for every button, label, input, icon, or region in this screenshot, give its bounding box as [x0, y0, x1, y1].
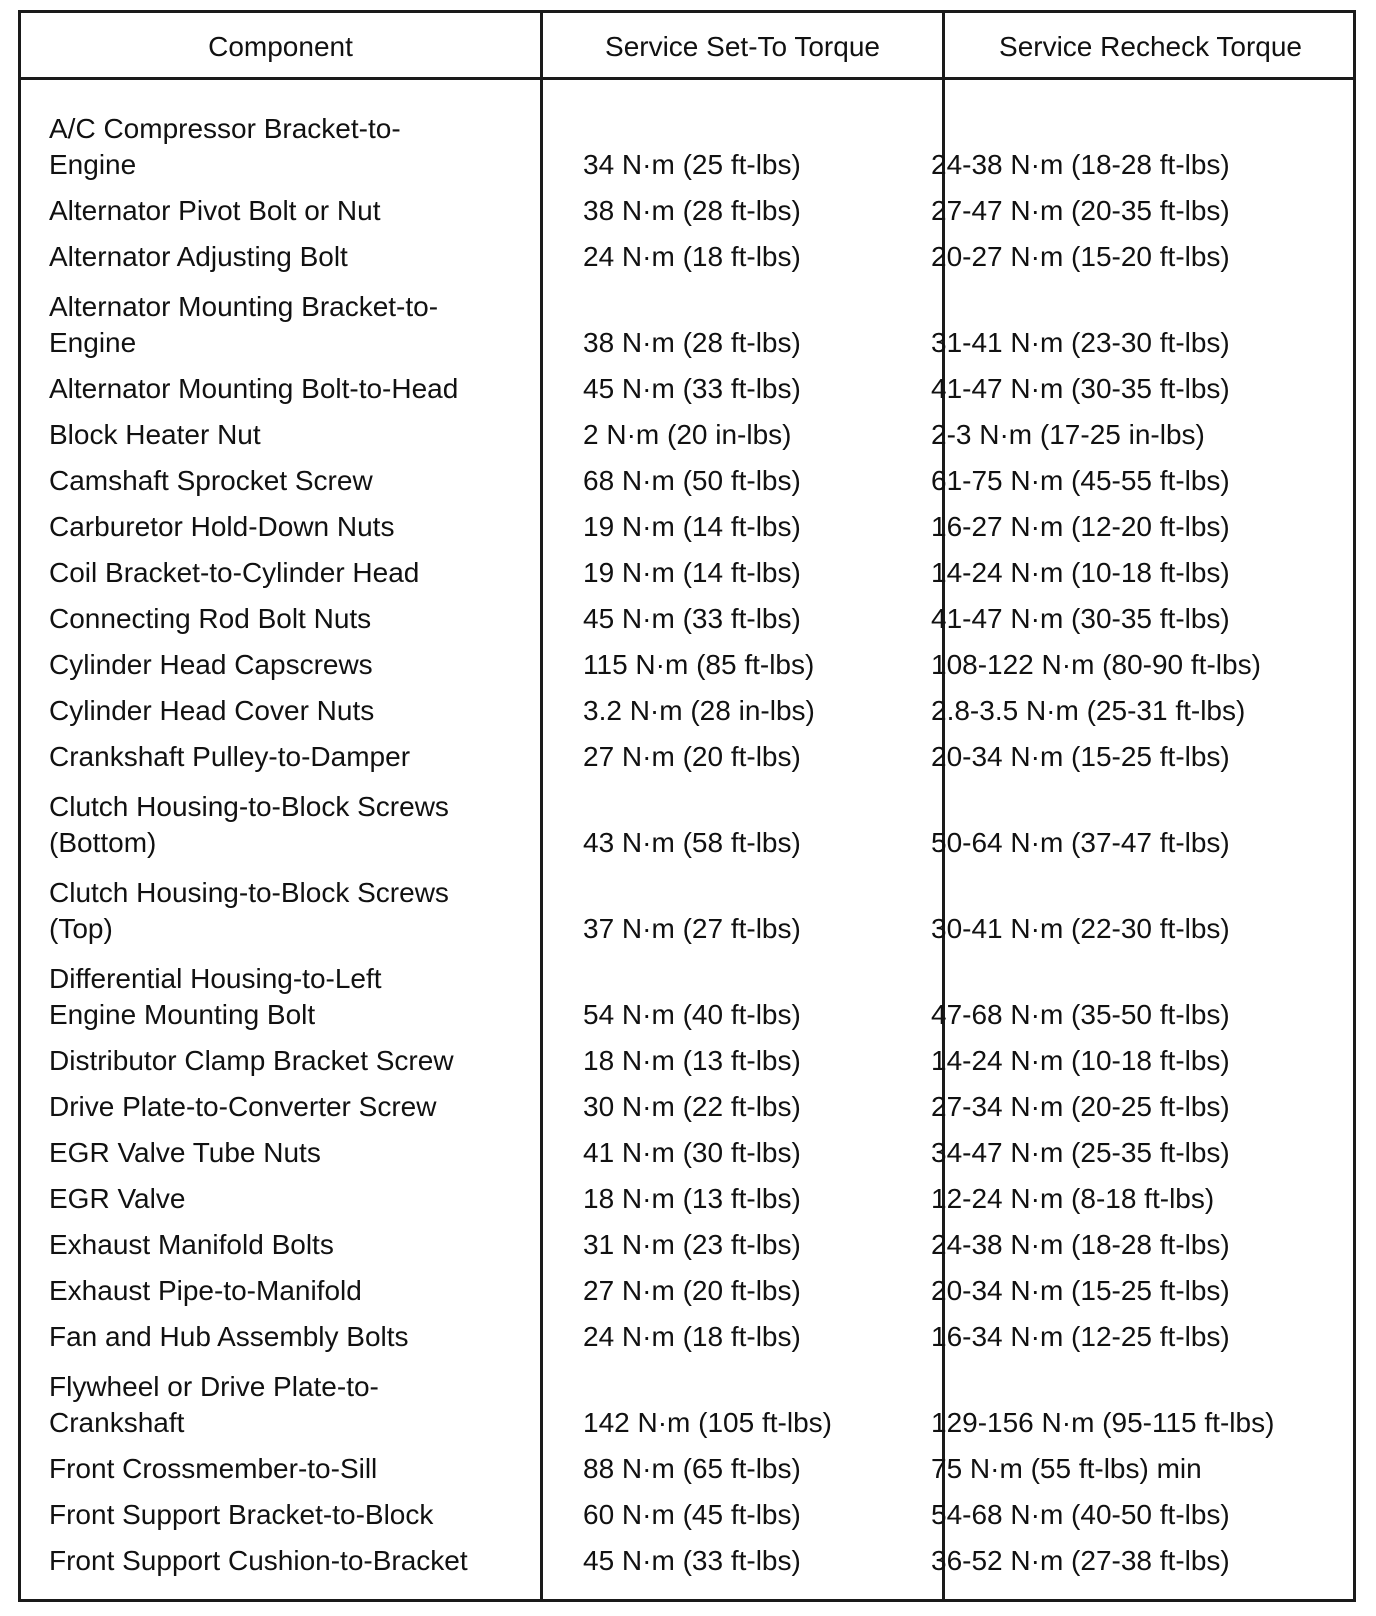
recheck-torque-cell: 50-64 N·m (37-47 ft-lbs)	[931, 827, 1230, 858]
component-line: Alternator Adjusting Bolt	[49, 241, 348, 272]
recheck-torque-cell: 61-75 N·m (45-55 ft-lbs)	[931, 465, 1230, 496]
component-cell	[49, 193, 529, 229]
set-to-torque-cell: 18 N·m (13 ft-lbs)	[583, 1045, 801, 1076]
component-cell	[49, 1089, 529, 1125]
table-row	[21, 183, 1353, 229]
component-line: Crankshaft Pulley-to-Damper	[49, 741, 411, 772]
set-to-torque-cell: 88 N·m (65 ft-lbs)	[583, 1453, 801, 1484]
component-line: Front Crossmember-to-Sill	[49, 1453, 378, 1484]
set-to-torque-cell: 45 N·m (33 ft-lbs)	[583, 1545, 801, 1576]
header-recheck-torque: Service Recheck Torque	[999, 31, 1302, 62]
recheck-torque-cell: 2.8-3.5 N·m (25-31 ft-lbs)	[931, 695, 1246, 726]
table-row	[21, 1533, 1353, 1579]
set-to-torque-cell: 19 N·m (14 ft-lbs)	[583, 557, 801, 588]
component-line: Block Heater Nut	[49, 419, 261, 450]
set-to-torque-cell: 18 N·m (13 ft-lbs)	[583, 1183, 801, 1214]
component-cell	[49, 601, 529, 637]
component-line: Alternator Pivot Bolt or Nut	[49, 195, 381, 226]
component-cell	[49, 961, 529, 1033]
table-row	[21, 361, 1353, 407]
component-line: A/C Compressor Bracket-to-	[49, 113, 401, 144]
set-to-torque-cell: 37 N·m (27 ft-lbs)	[583, 913, 801, 944]
component-cell	[49, 1181, 529, 1217]
component-cell	[49, 371, 529, 407]
recheck-torque-cell: 27-34 N·m (20-25 ft-lbs)	[931, 1091, 1230, 1122]
component-cell	[49, 1369, 529, 1441]
component-line: Cylinder Head Cover Nuts	[49, 695, 375, 726]
table-row	[21, 1079, 1353, 1125]
recheck-torque-cell: 16-34 N·m (12-25 ft-lbs)	[931, 1321, 1230, 1352]
set-to-torque-cell: 2 N·m (20 in-lbs)	[583, 419, 792, 450]
component-cell	[49, 647, 529, 683]
component-line: Exhaust Manifold Bolts	[49, 1229, 334, 1260]
table-row	[21, 545, 1353, 591]
recheck-torque-cell: 34-47 N·m (25-35 ft-lbs)	[931, 1137, 1230, 1168]
table-row	[21, 97, 1353, 183]
recheck-torque-cell: 14-24 N·m (10-18 ft-lbs)	[931, 1045, 1230, 1076]
component-line: Distributor Clamp Bracket Screw	[49, 1045, 454, 1076]
component-line: Crankshaft	[49, 1407, 185, 1438]
component-line: Fan and Hub Assembly Bolts	[49, 1321, 409, 1352]
component-line: Clutch Housing-to-Block Screws	[49, 877, 449, 908]
table-row	[21, 1355, 1353, 1441]
component-cell	[49, 463, 529, 499]
recheck-torque-cell: 20-27 N·m (15-20 ft-lbs)	[931, 241, 1230, 272]
set-to-torque-cell: 30 N·m (22 ft-lbs)	[583, 1091, 801, 1122]
recheck-torque-cell: 2-3 N·m (17-25 in-lbs)	[931, 419, 1205, 450]
table-row	[21, 861, 1353, 947]
component-line: Alternator Mounting Bolt-to-Head	[49, 373, 459, 404]
set-to-torque-cell: 68 N·m (50 ft-lbs)	[583, 465, 801, 496]
header-set-to-torque: Service Set-To Torque	[605, 31, 880, 62]
set-to-torque-cell: 31 N·m (23 ft-lbs)	[583, 1229, 801, 1260]
recheck-torque-cell: 75 N·m (55 ft-lbs) min	[931, 1453, 1202, 1484]
set-to-torque-cell: 24 N·m (18 ft-lbs)	[583, 1321, 801, 1352]
recheck-torque-cell: 14-24 N·m (10-18 ft-lbs)	[931, 557, 1230, 588]
component-cell	[49, 239, 529, 275]
component-cell	[49, 1043, 529, 1079]
set-to-torque-cell: 27 N·m (20 ft-lbs)	[583, 1275, 801, 1306]
recheck-torque-cell: 41-47 N·m (30-35 ft-lbs)	[931, 373, 1230, 404]
component-cell	[49, 1135, 529, 1171]
component-line: Engine	[49, 149, 137, 180]
table-body	[21, 97, 1353, 1579]
table-row	[21, 453, 1353, 499]
set-to-torque-cell: 54 N·m (40 ft-lbs)	[583, 999, 801, 1030]
table-header	[21, 13, 1353, 77]
recheck-torque-cell: 16-27 N·m (12-20 ft-lbs)	[931, 511, 1230, 542]
recheck-torque-cell: 20-34 N·m (15-25 ft-lbs)	[931, 741, 1230, 772]
set-to-torque-cell: 142 N·m (105 ft-lbs)	[583, 1407, 832, 1438]
component-cell	[49, 789, 529, 861]
component-line: Clutch Housing-to-Block Screws	[49, 791, 449, 822]
component-line: Drive Plate-to-Converter Screw	[49, 1091, 437, 1122]
component-line: EGR Valve Tube Nuts	[49, 1137, 321, 1168]
component-line: (Bottom)	[49, 827, 157, 858]
table-row	[21, 275, 1353, 361]
component-cell	[49, 693, 529, 729]
recheck-torque-cell: 24-38 N·m (18-28 ft-lbs)	[931, 149, 1230, 180]
table-row	[21, 1487, 1353, 1533]
set-to-torque-cell: 45 N·m (33 ft-lbs)	[583, 373, 801, 404]
component-cell	[49, 555, 529, 591]
component-line: Engine	[49, 327, 137, 358]
set-to-torque-cell: 19 N·m (14 ft-lbs)	[583, 511, 801, 542]
recheck-torque-cell: 108-122 N·m (80-90 ft-lbs)	[931, 649, 1261, 680]
set-to-torque-cell: 60 N·m (45 ft-lbs)	[583, 1499, 801, 1530]
set-to-torque-cell: 38 N·m (28 ft-lbs)	[583, 327, 801, 358]
table-row	[21, 1309, 1353, 1355]
set-to-torque-cell: 45 N·m (33 ft-lbs)	[583, 603, 801, 634]
table-row	[21, 229, 1353, 275]
component-line: Front Support Bracket-to-Block	[49, 1499, 434, 1530]
component-line: Coil Bracket-to-Cylinder Head	[49, 557, 420, 588]
header-divider	[21, 77, 1353, 80]
table-row	[21, 1171, 1353, 1217]
recheck-torque-cell: 20-34 N·m (15-25 ft-lbs)	[931, 1275, 1230, 1306]
header-component: Component	[208, 31, 353, 62]
set-to-torque-cell: 27 N·m (20 ft-lbs)	[583, 741, 801, 772]
component-cell	[49, 1451, 529, 1487]
component-line: Exhaust Pipe-to-Manifold	[49, 1275, 362, 1306]
table-row	[21, 1217, 1353, 1263]
component-line: Front Support Cushion-to-Bracket	[49, 1545, 468, 1576]
set-to-torque-cell: 38 N·m (28 ft-lbs)	[583, 195, 801, 226]
component-cell	[49, 509, 529, 545]
table-row	[21, 1033, 1353, 1079]
torque-table	[18, 10, 1356, 1602]
component-cell	[49, 1227, 529, 1263]
table-row	[21, 775, 1353, 861]
recheck-torque-cell: 27-47 N·m (20-35 ft-lbs)	[931, 195, 1230, 226]
table-row	[21, 947, 1353, 1033]
table-row	[21, 407, 1353, 453]
table-row	[21, 1263, 1353, 1309]
component-line: EGR Valve	[49, 1183, 186, 1214]
recheck-torque-cell: 54-68 N·m (40-50 ft-lbs)	[931, 1499, 1230, 1530]
set-to-torque-cell: 41 N·m (30 ft-lbs)	[583, 1137, 801, 1168]
component-line: Connecting Rod Bolt Nuts	[49, 603, 372, 634]
set-to-torque-cell: 115 N·m (85 ft-lbs)	[583, 649, 815, 680]
component-line: Engine Mounting Bolt	[49, 999, 316, 1030]
recheck-torque-cell: 41-47 N·m (30-35 ft-lbs)	[931, 603, 1230, 634]
table-row	[21, 1125, 1353, 1171]
component-line: Alternator Mounting Bracket-to-	[49, 291, 439, 322]
recheck-torque-cell: 129-156 N·m (95-115 ft-lbs)	[931, 1407, 1275, 1438]
component-line: Carburetor Hold-Down Nuts	[49, 511, 395, 542]
component-line: Camshaft Sprocket Screw	[49, 465, 373, 496]
table-row	[21, 499, 1353, 545]
component-cell	[49, 739, 529, 775]
recheck-torque-cell: 24-38 N·m (18-28 ft-lbs)	[931, 1229, 1230, 1260]
table-row	[21, 1441, 1353, 1487]
component-cell	[49, 875, 529, 947]
table-row	[21, 637, 1353, 683]
table-row	[21, 591, 1353, 637]
component-line: Differential Housing-to-Left	[49, 963, 382, 994]
component-line: Flywheel or Drive Plate-to-	[49, 1371, 379, 1402]
set-to-torque-cell: 43 N·m (58 ft-lbs)	[583, 827, 801, 858]
recheck-torque-cell: 36-52 N·m (27-38 ft-lbs)	[931, 1545, 1230, 1576]
component-cell	[49, 289, 529, 361]
recheck-torque-cell: 12-24 N·m (8-18 ft-lbs)	[931, 1183, 1215, 1214]
table-row	[21, 729, 1353, 775]
component-cell	[49, 417, 529, 453]
set-to-torque-cell: 34 N·m (25 ft-lbs)	[583, 149, 801, 180]
set-to-torque-cell: 24 N·m (18 ft-lbs)	[583, 241, 801, 272]
recheck-torque-cell: 30-41 N·m (22-30 ft-lbs)	[931, 913, 1230, 944]
component-cell	[49, 1273, 529, 1309]
component-line: Cylinder Head Capscrews	[49, 649, 373, 680]
component-cell	[49, 1497, 529, 1533]
table-row	[21, 683, 1353, 729]
set-to-torque-cell: 3.2 N·m (28 in-lbs)	[583, 695, 815, 726]
recheck-torque-cell: 31-41 N·m (23-30 ft-lbs)	[931, 327, 1230, 358]
component-line: (Top)	[49, 913, 113, 944]
recheck-torque-cell: 47-68 N·m (35-50 ft-lbs)	[931, 999, 1230, 1030]
component-cell	[49, 111, 529, 183]
component-cell	[49, 1543, 529, 1579]
component-cell	[49, 1319, 529, 1355]
